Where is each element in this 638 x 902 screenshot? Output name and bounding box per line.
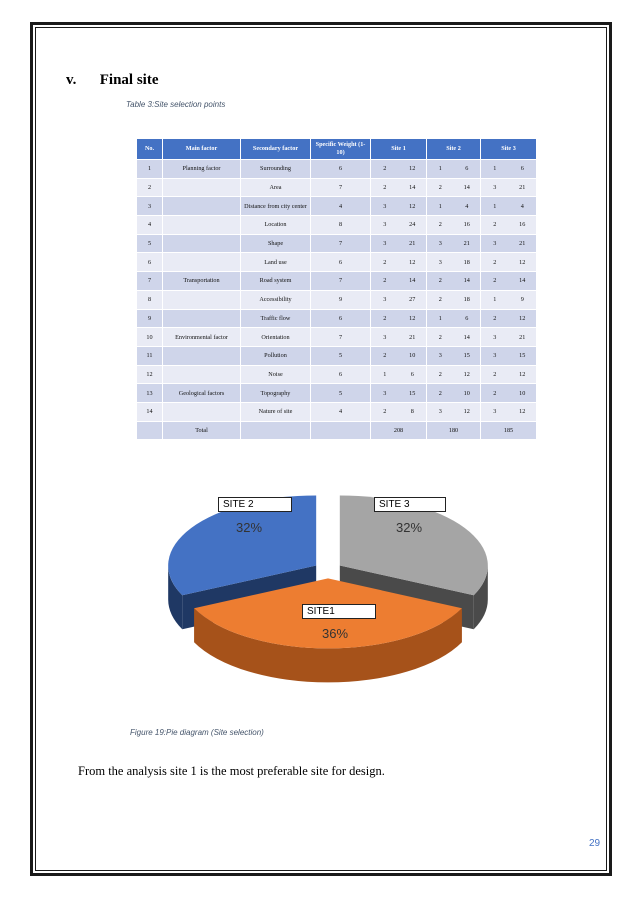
cell-site2-point: 2 xyxy=(438,184,442,192)
cell-site2 xyxy=(427,346,481,365)
cell-site3-score: 21 xyxy=(519,184,526,192)
section-number: v. xyxy=(66,72,77,88)
pie-percent-site1: 36% xyxy=(322,626,349,641)
cell-site3-point: 1 xyxy=(493,165,497,173)
table-row xyxy=(137,346,537,365)
cell-total-site1: 208 xyxy=(371,421,427,440)
cell-site1-score: 6 xyxy=(410,370,414,378)
cell-main-factor: Environmental factor xyxy=(163,328,241,347)
cell-site1 xyxy=(371,234,427,253)
cell-main-factor xyxy=(163,365,241,384)
header-site1: Site 1 xyxy=(371,139,427,160)
cell-site2-score: 6 xyxy=(465,165,469,173)
cell-no: 9 xyxy=(137,309,163,328)
cell-site3 xyxy=(481,178,537,197)
cell-site2 xyxy=(427,253,481,272)
cell-site3-point: 2 xyxy=(493,370,497,378)
cell-weight: 5 xyxy=(311,384,371,403)
cell-secondary-factor: Noise xyxy=(241,365,311,384)
cell-site2-score: 18 xyxy=(463,296,470,304)
cell-no: 12 xyxy=(137,365,163,384)
cell-site3-point: 1 xyxy=(493,202,497,210)
cell-site2 xyxy=(427,272,481,291)
figure-caption: Figure 19:Pie diagram (Site selection) xyxy=(130,728,264,737)
cell-site2 xyxy=(427,328,481,347)
cell-site3-point: 3 xyxy=(493,240,497,248)
cell-site3-score: 9 xyxy=(520,296,524,304)
cell-site2 xyxy=(427,365,481,384)
table-row xyxy=(137,178,537,197)
cell-site3-point: 2 xyxy=(493,277,497,285)
cell-site1-score: 12 xyxy=(409,165,416,173)
cell-no: 14 xyxy=(137,402,163,421)
cell-site2 xyxy=(427,384,481,403)
cell-site3-score: 10 xyxy=(519,389,526,397)
cell-site1-point: 2 xyxy=(383,165,387,173)
conclusion-text: From the analysis site 1 is the most preferable site for design. xyxy=(78,764,385,778)
cell-site2-score: 14 xyxy=(463,333,470,341)
header-main-factor: Main factor xyxy=(163,139,241,160)
cell-site2-point: 2 xyxy=(438,221,442,229)
cell-site2-point: 1 xyxy=(438,165,442,173)
pie-label-site3: SITE 3 xyxy=(374,497,446,512)
cell-main-factor xyxy=(163,234,241,253)
cell-no: 8 xyxy=(137,290,163,309)
cell-no: 7 xyxy=(137,272,163,291)
cell-site2-score: 6 xyxy=(465,314,469,322)
cell-site3-point: 2 xyxy=(493,389,497,397)
cell-site2 xyxy=(427,160,481,179)
cell-site2 xyxy=(427,234,481,253)
cell-site2 xyxy=(427,197,481,216)
cell-site2-point: 2 xyxy=(438,296,442,304)
cell-site2-score: 21 xyxy=(463,240,470,248)
cell-site1 xyxy=(371,160,427,179)
table-row xyxy=(137,160,537,179)
cell-site2 xyxy=(427,216,481,235)
cell-site3-score: 12 xyxy=(519,258,526,266)
cell-site2-point: 3 xyxy=(438,352,442,360)
cell-secondary-factor: Orientation xyxy=(241,328,311,347)
cell-site3 xyxy=(481,197,537,216)
cell-site2-point: 3 xyxy=(438,258,442,266)
cell-main-factor: Planning factor xyxy=(163,160,241,179)
cell-site1-point: 3 xyxy=(383,333,387,341)
cell-secondary-factor: Topography xyxy=(241,384,311,403)
cell-no: 13 xyxy=(137,384,163,403)
cell-site1 xyxy=(371,253,427,272)
cell-weight: 7 xyxy=(311,272,371,291)
cell-site1-score: 12 xyxy=(409,258,416,266)
cell-empty xyxy=(137,421,163,440)
cell-site3 xyxy=(481,253,537,272)
cell-site2-score: 15 xyxy=(463,352,470,360)
cell-secondary-factor: Traffic flow xyxy=(241,309,311,328)
cell-site3-score: 12 xyxy=(519,314,526,322)
site-selection-table xyxy=(136,138,537,440)
cell-site3 xyxy=(481,384,537,403)
pie-label-site1: SITE1 xyxy=(302,604,376,619)
table-row xyxy=(137,384,537,403)
cell-no: 1 xyxy=(137,160,163,179)
cell-secondary-factor: Pollution xyxy=(241,346,311,365)
table-row xyxy=(137,402,537,421)
cell-site1-point: 2 xyxy=(383,408,387,416)
cell-site3-point: 3 xyxy=(493,333,497,341)
cell-secondary-factor: Land use xyxy=(241,253,311,272)
cell-site1-score: 14 xyxy=(409,277,416,285)
cell-site1 xyxy=(371,178,427,197)
cell-secondary-factor: Distance from city center xyxy=(241,197,311,216)
cell-main-factor xyxy=(163,216,241,235)
cell-site1 xyxy=(371,384,427,403)
cell-site1 xyxy=(371,197,427,216)
cell-total-label: Total xyxy=(163,421,241,440)
cell-weight: 7 xyxy=(311,234,371,253)
cell-site3-score: 15 xyxy=(519,352,526,360)
cell-site3-score: 4 xyxy=(520,202,524,210)
cell-site3-point: 2 xyxy=(493,314,497,322)
cell-site3-score: 21 xyxy=(519,240,526,248)
cell-site3 xyxy=(481,309,537,328)
cell-site3 xyxy=(481,365,537,384)
cell-site3 xyxy=(481,160,537,179)
cell-main-factor xyxy=(163,309,241,328)
cell-no: 3 xyxy=(137,197,163,216)
cell-main-factor xyxy=(163,290,241,309)
cell-site1 xyxy=(371,216,427,235)
cell-weight: 6 xyxy=(311,365,371,384)
cell-site1-score: 24 xyxy=(409,221,416,229)
cell-main-factor xyxy=(163,402,241,421)
cell-weight: 9 xyxy=(311,290,371,309)
cell-site2-score: 12 xyxy=(463,370,470,378)
cell-secondary-factor: Area xyxy=(241,178,311,197)
table-row xyxy=(137,365,537,384)
cell-main-factor xyxy=(163,197,241,216)
cell-site1-point: 2 xyxy=(383,314,387,322)
cell-empty xyxy=(311,421,371,440)
cell-no: 5 xyxy=(137,234,163,253)
header-secondary-factor: Secondary factor xyxy=(241,139,311,160)
cell-site2-score: 18 xyxy=(463,258,470,266)
table-row xyxy=(137,253,537,272)
cell-site1 xyxy=(371,309,427,328)
cell-secondary-factor: Road system xyxy=(241,272,311,291)
cell-weight: 4 xyxy=(311,197,371,216)
cell-site2-point: 2 xyxy=(438,333,442,341)
cell-secondary-factor: Surrounding xyxy=(241,160,311,179)
cell-site2-score: 12 xyxy=(463,408,470,416)
cell-weight: 7 xyxy=(311,178,371,197)
table-row xyxy=(137,309,537,328)
cell-total-site3: 185 xyxy=(481,421,537,440)
cell-weight: 7 xyxy=(311,328,371,347)
cell-no: 11 xyxy=(137,346,163,365)
cell-site1-point: 2 xyxy=(383,184,387,192)
cell-main-factor xyxy=(163,253,241,272)
cell-site1-point: 2 xyxy=(383,258,387,266)
cell-site3 xyxy=(481,216,537,235)
cell-site3-point: 2 xyxy=(493,258,497,266)
cell-secondary-factor: Accessibility xyxy=(241,290,311,309)
cell-main-factor: Geological factors xyxy=(163,384,241,403)
cell-site1-point: 3 xyxy=(383,240,387,248)
cell-site3-score: 12 xyxy=(519,370,526,378)
cell-site2-score: 10 xyxy=(463,389,470,397)
page-number: 29 xyxy=(589,838,601,849)
table-row xyxy=(137,197,537,216)
cell-secondary-factor: Shape xyxy=(241,234,311,253)
cell-site3-score: 14 xyxy=(519,277,526,285)
cell-site3-point: 2 xyxy=(493,221,497,229)
cell-no: 2 xyxy=(137,178,163,197)
cell-site1-point: 2 xyxy=(383,277,387,285)
cell-site2-point: 1 xyxy=(438,314,442,322)
cell-site3-score: 12 xyxy=(519,408,526,416)
cell-no: 10 xyxy=(137,328,163,347)
cell-site1-point: 3 xyxy=(383,202,387,210)
cell-site3 xyxy=(481,402,537,421)
table-body xyxy=(137,160,537,440)
cell-site3-point: 3 xyxy=(493,408,497,416)
cell-site1-point: 3 xyxy=(383,296,387,304)
pie-label-site2: SITE 2 xyxy=(218,497,292,512)
cell-site2-point: 3 xyxy=(438,240,442,248)
cell-site1-point: 3 xyxy=(383,389,387,397)
cell-site1-score: 12 xyxy=(409,314,416,322)
cell-site2 xyxy=(427,290,481,309)
pie-percent-site2: 32% xyxy=(236,520,263,535)
cell-main-factor: Transportation xyxy=(163,272,241,291)
cell-site2-point: 2 xyxy=(438,389,442,397)
pie-chart xyxy=(150,478,510,703)
header-site3: Site 3 xyxy=(481,139,537,160)
cell-weight: 8 xyxy=(311,216,371,235)
cell-site2-point: 2 xyxy=(438,370,442,378)
cell-secondary-factor: Nature of site xyxy=(241,402,311,421)
table-caption: Table 3:Site selection points xyxy=(126,100,226,109)
cell-site1-point: 1 xyxy=(383,370,387,378)
cell-site1-score: 21 xyxy=(409,240,416,248)
table-row xyxy=(137,234,537,253)
pie-chart-svg xyxy=(150,478,510,698)
cell-site1 xyxy=(371,402,427,421)
table-row xyxy=(137,328,537,347)
cell-site1 xyxy=(371,346,427,365)
cell-site3-score: 16 xyxy=(519,221,526,229)
cell-weight: 4 xyxy=(311,402,371,421)
cell-site1-score: 12 xyxy=(409,202,416,210)
cell-site1-point: 3 xyxy=(383,221,387,229)
cell-site1-score: 27 xyxy=(409,296,416,304)
cell-site2 xyxy=(427,309,481,328)
cell-total-site2: 180 xyxy=(427,421,481,440)
header-site2: Site 2 xyxy=(427,139,481,160)
table-row xyxy=(137,290,537,309)
section-title: Final site xyxy=(99,72,159,88)
cell-site1 xyxy=(371,290,427,309)
cell-site1 xyxy=(371,272,427,291)
cell-secondary-factor: Location xyxy=(241,216,311,235)
cell-weight: 6 xyxy=(311,253,371,272)
cell-site1-score: 8 xyxy=(410,408,414,416)
cell-site2-score: 14 xyxy=(463,184,470,192)
cell-site3-score: 6 xyxy=(520,165,524,173)
cell-site1-point: 2 xyxy=(383,352,387,360)
header-no: No. xyxy=(137,139,163,160)
cell-site2-point: 2 xyxy=(438,277,442,285)
cell-site1 xyxy=(371,328,427,347)
pie-percent-site3: 32% xyxy=(396,520,423,535)
table-row xyxy=(137,272,537,291)
section-heading xyxy=(66,72,159,89)
cell-weight: 6 xyxy=(311,160,371,179)
cell-site3 xyxy=(481,234,537,253)
cell-site2-score: 16 xyxy=(463,221,470,229)
cell-site3-point: 1 xyxy=(493,296,497,304)
cell-no: 4 xyxy=(137,216,163,235)
cell-main-factor xyxy=(163,346,241,365)
table-header-row xyxy=(137,139,537,160)
cell-no: 6 xyxy=(137,253,163,272)
cell-site2-point: 3 xyxy=(438,408,442,416)
cell-site2 xyxy=(427,178,481,197)
cell-site2-score: 4 xyxy=(465,202,469,210)
cell-site3 xyxy=(481,328,537,347)
cell-site2-score: 14 xyxy=(463,277,470,285)
cell-weight: 5 xyxy=(311,346,371,365)
cell-main-factor xyxy=(163,178,241,197)
cell-site3 xyxy=(481,272,537,291)
cell-site1-score: 15 xyxy=(409,389,416,397)
cell-site1-score: 10 xyxy=(409,352,416,360)
table-total-row xyxy=(137,421,537,440)
cell-site1-score: 14 xyxy=(409,184,416,192)
cell-weight: 6 xyxy=(311,309,371,328)
cell-site2 xyxy=(427,402,481,421)
table-row xyxy=(137,216,537,235)
cell-site1 xyxy=(371,365,427,384)
header-specific-weight: Specific Weight (1-10) xyxy=(311,139,371,160)
cell-site3 xyxy=(481,346,537,365)
cell-site3-point: 3 xyxy=(493,184,497,192)
cell-site1-score: 21 xyxy=(409,333,416,341)
cell-site2-point: 1 xyxy=(438,202,442,210)
cell-site3 xyxy=(481,290,537,309)
cell-empty xyxy=(241,421,311,440)
cell-site3-point: 3 xyxy=(493,352,497,360)
cell-site3-score: 21 xyxy=(519,333,526,341)
